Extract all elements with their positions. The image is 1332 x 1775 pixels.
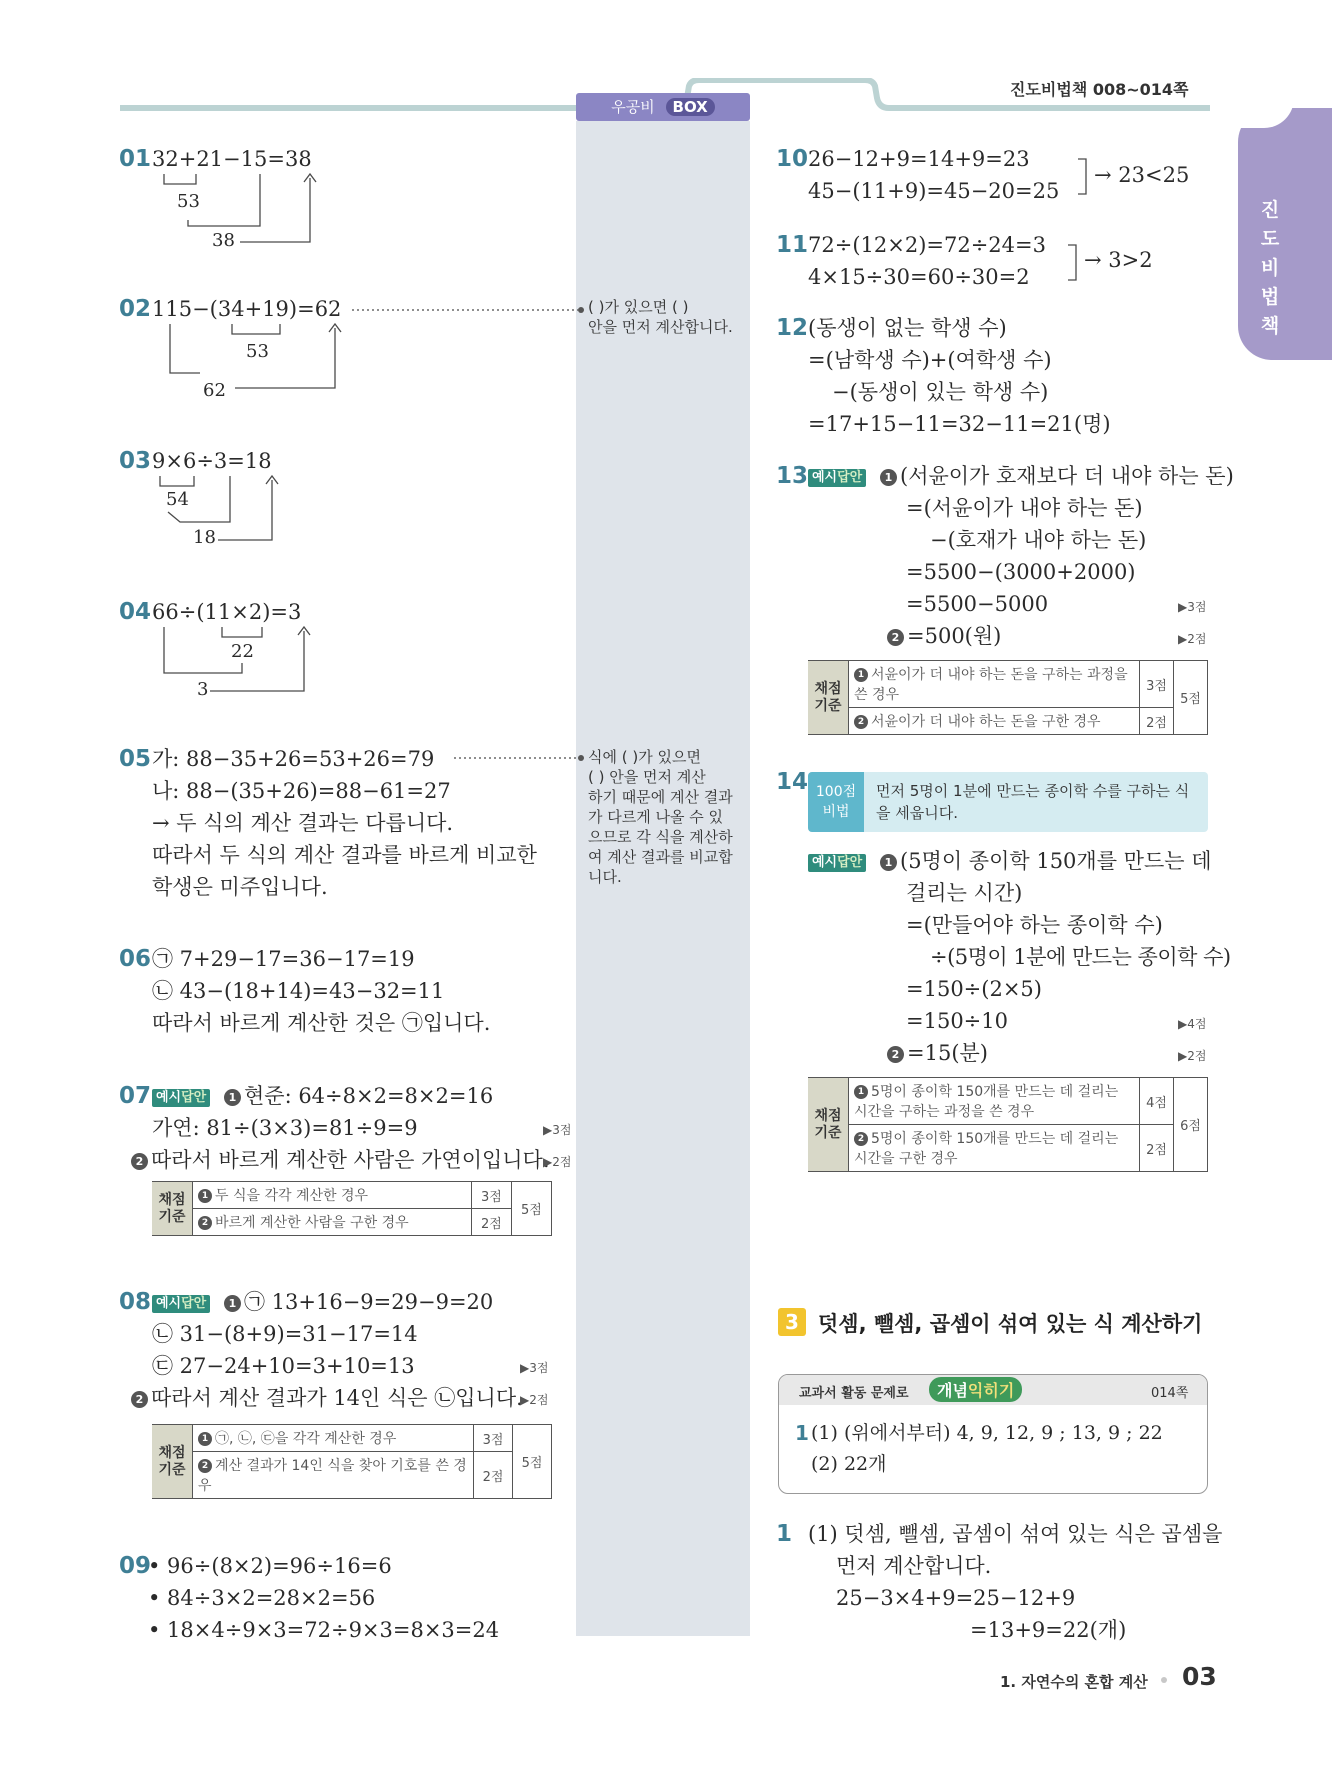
q11-line2: 4×15÷30=60÷30=2 bbox=[808, 265, 1030, 289]
q01-step2: 38 bbox=[212, 230, 235, 251]
q09-line: • 84÷3×2=28×2=56 bbox=[148, 1586, 376, 1610]
q14-tip-label: 100점 비법 bbox=[808, 772, 864, 832]
criteria-row: 1 ㉠, ㉡, ㉢을 각각 계산한 경우 bbox=[193, 1425, 474, 1452]
q05-line: → 두 식의 계산 결과는 다릅니다. bbox=[152, 811, 454, 835]
criteria-label: 채점 기준 bbox=[152, 1425, 193, 1499]
footer-chapter: 1. 자연수의 혼합 계산 bbox=[1000, 1673, 1148, 1691]
q13-criteria bbox=[808, 660, 1208, 735]
ans1-line: (1) 덧셈, 뺄셈, 곱셈이 섞여 있는 식은 곱셈을 bbox=[808, 1522, 1223, 1546]
box-label bbox=[576, 93, 750, 121]
q13-line: =(서윤이가 내야 하는 돈) bbox=[906, 496, 1143, 520]
q10-line2: 45−(11+9)=45−20=25 bbox=[808, 179, 1060, 203]
q07-point2: ▶2점 bbox=[543, 1155, 572, 1169]
q13-line: =5500−(3000+2000) bbox=[906, 560, 1136, 584]
criteria-row: 1 서윤이가 더 내야 하는 돈을 구하는 과정을 쓴 경우 bbox=[849, 661, 1140, 708]
q05-line: 나: 88−(35+26)=88−61=27 bbox=[152, 779, 451, 803]
side-tab-char: 비 bbox=[1260, 257, 1280, 279]
criteria-label: 채점 기준 bbox=[808, 1078, 849, 1172]
q02-step2: 62 bbox=[203, 380, 226, 401]
q02-step1: 53 bbox=[246, 341, 269, 362]
q05-dotted-leader bbox=[454, 753, 588, 763]
q08-number: 08 bbox=[119, 1289, 152, 1315]
section-3-title: 덧셈, 뺄셈, 곱셈이 섞여 있는 식 계산하기 bbox=[818, 1312, 1203, 1336]
q08-badge: 예시답안 bbox=[152, 1292, 210, 1313]
q12-line: −(동생이 있는 학생 수) bbox=[832, 380, 1049, 404]
q14-line: =(만들어야 하는 종이학 수) bbox=[906, 913, 1163, 937]
textbook-line1: (1) (위에서부터) 4, 9, 12, 9 ; 13, 9 ; 22 bbox=[811, 1422, 1163, 1444]
q10-bracket bbox=[1076, 156, 1096, 198]
q10-result: → 23<25 bbox=[1094, 163, 1190, 187]
q08-criteria bbox=[152, 1424, 552, 1499]
ans1-line: 먼저 계산합니다. bbox=[836, 1554, 992, 1578]
q14-line: ÷(5명이 1분에 만드는 종이학 수) bbox=[930, 945, 1231, 969]
side-tab bbox=[1238, 108, 1332, 360]
ans1-line: =13+9=22(개) bbox=[970, 1618, 1127, 1642]
q05-line: 따라서 두 식의 계산 결과를 바르게 비교한 bbox=[152, 843, 537, 867]
q14-line: =150÷(2×5) bbox=[906, 977, 1042, 1001]
q11-result: → 3>2 bbox=[1084, 248, 1153, 272]
q13-line: =5500−5000 bbox=[906, 592, 1049, 616]
q13-line: −(호재가 내야 하는 돈) bbox=[930, 528, 1147, 552]
criteria-total: 5점 bbox=[513, 1425, 552, 1499]
q12-line: =(남학생 수)+(여학생 수) bbox=[808, 348, 1052, 372]
q01-number: 01 bbox=[119, 146, 152, 172]
q14-badge: 예시답안 bbox=[808, 851, 866, 872]
criteria-row: 2 바르게 계산한 사람을 구한 경우 bbox=[193, 1209, 472, 1236]
q07-line1: 1 현준: 64÷8×2=8×2=16 bbox=[224, 1086, 493, 1107]
ans1-line: 25−3×4+9=25−12+9 bbox=[836, 1586, 1076, 1610]
criteria-row: 2 5명이 종이학 150개를 만드는 데 걸리는 시간을 구한 경우 bbox=[849, 1125, 1140, 1172]
q08-point1: ▶3점 bbox=[520, 1361, 549, 1375]
q10-line1: 26−12+9=14+9=23 bbox=[808, 147, 1030, 171]
q11-number: 11 bbox=[776, 232, 809, 258]
q03-step2: 18 bbox=[193, 527, 216, 548]
section-3-number: 3 bbox=[778, 1308, 806, 1336]
q06-line: ㉡ 43−(18+14)=43−32=11 bbox=[152, 979, 445, 1003]
q10-number: 10 bbox=[776, 146, 809, 172]
q05-line: 가: 88−35+26=53+26=79 bbox=[152, 747, 435, 771]
q01-equation: 32+21−15=38 bbox=[152, 147, 312, 171]
textbook-label: 교과서 활동 문제로 bbox=[799, 1386, 909, 1401]
q01-step1: 53 bbox=[177, 191, 200, 212]
q14-criteria bbox=[808, 1077, 1208, 1172]
q11-line1: 72÷(12×2)=72÷24=3 bbox=[808, 233, 1046, 257]
textbook-line2: (2) 22개 bbox=[811, 1453, 887, 1475]
q04-equation: 66÷(11×2)=3 bbox=[152, 600, 302, 624]
q04-number: 04 bbox=[119, 599, 152, 625]
criteria-label: 채점 기준 bbox=[808, 661, 849, 735]
q02-equation: 115−(34+19)=62 bbox=[152, 297, 342, 321]
box-label-b: BOX bbox=[666, 98, 715, 116]
q14-tip-box bbox=[808, 772, 1208, 832]
q13-badge: 예시답안 bbox=[808, 466, 866, 487]
criteria-points: 2점 bbox=[1140, 1125, 1174, 1172]
criteria-points: 3점 bbox=[1140, 661, 1174, 708]
q07-badge: 예시답안 bbox=[152, 1086, 210, 1107]
side-tab-char: 책 bbox=[1260, 315, 1280, 337]
q06-number: 06 bbox=[119, 946, 152, 972]
box-label-a: 우공비 bbox=[611, 98, 655, 116]
criteria-row: 1 5명이 종이학 150개를 만드는 데 걸리는 시간을 구하는 과정을 쓴 경우 bbox=[849, 1078, 1140, 1125]
q07-line2: 가연: 81÷(3×3)=81÷9=9 bbox=[152, 1116, 418, 1140]
textbook-q-number: 1 bbox=[795, 1421, 809, 1445]
q08-line1: 1 ㉠ 13+16−9=29−9=20 bbox=[224, 1292, 493, 1313]
q13-number: 13 bbox=[776, 463, 809, 489]
criteria-row: 1 두 식을 각각 계산한 경우 bbox=[193, 1182, 472, 1209]
box-note-2: 식에 ( )가 있으면 ( ) 안을 먼저 계산 하기 때문에 계산 결과 가 다르게 나올 수 있 으므로 각 식을 계산하 여 계산 결과를 비교합 니다. bbox=[588, 748, 733, 886]
criteria-points: 3점 bbox=[474, 1425, 513, 1452]
criteria-points: 3점 bbox=[471, 1182, 511, 1209]
q09-line: • 18×4÷9×3=72÷9×3=8×3=24 bbox=[148, 1618, 500, 1642]
q07-point1: ▶3점 bbox=[543, 1123, 572, 1137]
q03-number: 03 bbox=[119, 448, 152, 474]
q14-line: 걸리는 시간) bbox=[906, 881, 1023, 905]
q06-line: 따라서 바르게 계산한 것은 ㉠입니다. bbox=[152, 1011, 491, 1035]
criteria-row: 2 계산 결과가 14인 식을 찾아 기호를 쓴 경우 bbox=[193, 1452, 474, 1499]
q12-line: =17+15−11=32−11=21(명) bbox=[808, 412, 1111, 436]
criteria-points: 2점 bbox=[1140, 708, 1174, 735]
q14-number: 14 bbox=[776, 769, 809, 795]
q05-line: 학생은 미주입니다. bbox=[152, 875, 328, 899]
q13-point2: ▶2점 bbox=[1178, 632, 1207, 646]
q03-equation: 9×6÷3=18 bbox=[152, 449, 272, 473]
criteria-total: 6점 bbox=[1174, 1078, 1208, 1172]
q04-step2: 3 bbox=[197, 679, 209, 700]
q08-line4: 2 따라서 계산 결과가 14인 식은 ㉡입니다. bbox=[131, 1388, 523, 1409]
criteria-label: 채점 기준 bbox=[152, 1182, 193, 1236]
q02-number: 02 bbox=[119, 296, 152, 322]
footer-dot bbox=[1161, 1677, 1167, 1683]
q07-line3: 2 따라서 바르게 계산한 사람은 가연이입니다. bbox=[131, 1150, 550, 1171]
q09-line: • 96÷(8×2)=96÷16=6 bbox=[148, 1554, 392, 1578]
textbook-page: 014쪽 bbox=[1151, 1386, 1189, 1401]
q07-number: 07 bbox=[119, 1083, 152, 1109]
q11-bracket bbox=[1066, 242, 1086, 284]
ans1-number: 1 bbox=[776, 1521, 793, 1547]
side-tab-char: 도 bbox=[1260, 228, 1280, 250]
criteria-total: 5점 bbox=[511, 1182, 551, 1236]
criteria-points: 2점 bbox=[474, 1452, 513, 1499]
q14-line: =150÷10 bbox=[906, 1009, 1008, 1033]
q05-number: 05 bbox=[119, 746, 152, 772]
q08-point2: ▶2점 bbox=[520, 1393, 549, 1407]
q12-number: 12 bbox=[776, 315, 809, 341]
box-note-1: ( )가 있으면 ( ) 안을 먼저 계산합니다. bbox=[588, 298, 733, 336]
q13-line6: 2 =500(원) bbox=[887, 626, 1001, 647]
q09-number: 09 bbox=[119, 1553, 152, 1579]
q08-line3: ㉢ 27−24+10=3+10=13 bbox=[152, 1354, 415, 1378]
q14-line7: 2 =15(분) bbox=[887, 1043, 988, 1064]
q03-step1: 54 bbox=[166, 489, 189, 510]
textbook-box bbox=[778, 1374, 1208, 1494]
side-tab-char: 법 bbox=[1260, 286, 1280, 308]
q14-line1: 1 (5명이 종이학 150개를 만드는 데 bbox=[880, 851, 1211, 872]
q07-criteria bbox=[152, 1181, 552, 1236]
header-ref: 진도비법책 008~014쪽 bbox=[1010, 80, 1189, 99]
criteria-row: 2 서윤이가 더 내야 하는 돈을 구한 경우 bbox=[849, 708, 1140, 735]
side-tab-char: 진 bbox=[1260, 199, 1280, 221]
textbook-tag: 개념익히기 bbox=[929, 1377, 1022, 1402]
q14-point1: ▶4점 bbox=[1178, 1017, 1207, 1031]
q13-point1: ▶3점 bbox=[1178, 600, 1207, 614]
q02-dotted-leader bbox=[352, 305, 588, 315]
q06-line: ㉠ 7+29−17=36−17=19 bbox=[152, 947, 415, 971]
q04-step1: 22 bbox=[231, 641, 254, 662]
q08-line2: ㉡ 31−(8+9)=31−17=14 bbox=[152, 1322, 418, 1346]
q03-diagram bbox=[150, 470, 290, 550]
criteria-total: 5점 bbox=[1174, 661, 1208, 735]
criteria-points: 4점 bbox=[1140, 1078, 1174, 1125]
q14-tip-text: 먼저 5명이 1분에 만드는 종이학 수를 구하는 식을 세웁니다. bbox=[876, 782, 1190, 822]
q14-point2: ▶2점 bbox=[1178, 1049, 1207, 1063]
criteria-points: 2점 bbox=[471, 1209, 511, 1236]
q12-line: (동생이 없는 학생 수) bbox=[808, 316, 1007, 340]
q13-line1: 1 (서윤이가 호재보다 더 내야 하는 돈) bbox=[880, 466, 1234, 487]
page-number: 03 bbox=[1182, 1662, 1217, 1691]
